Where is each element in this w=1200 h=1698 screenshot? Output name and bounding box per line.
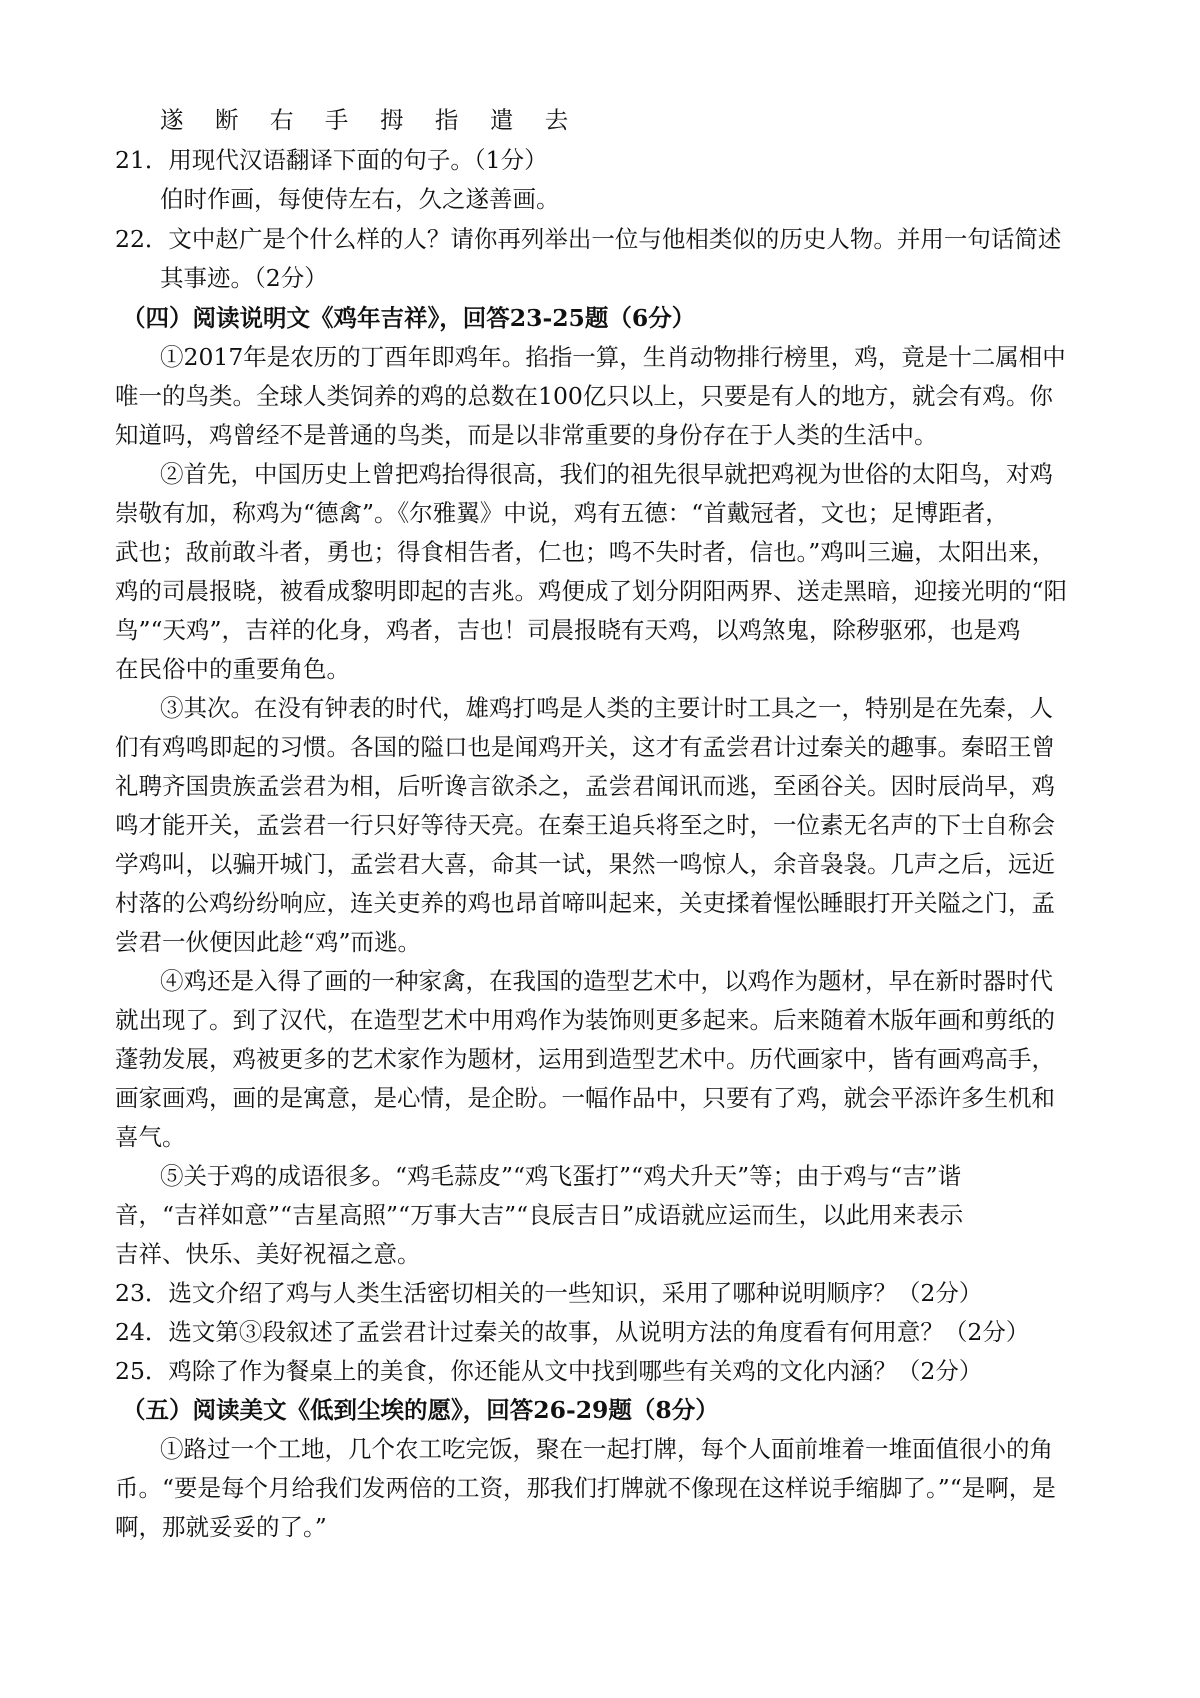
text-line: 遂 断 右 手 拇 指 遣 去 [160,106,581,134]
paragraph-line: 画家画鸡，画的是寓意，是心情，是企盼。一幅作品中，只要有了鸡，就会平添许多生机和 [115,1084,1055,1112]
paragraph-line: ③其次。在没有钟表的时代，雄鸡打鸣是人类的主要计时工具之一，特别是在先秦，人 [160,694,1053,722]
paragraph-line: ①2017年是农历的丁酉年即鸡年。掐指一算，生肖动物排行榜里，鸡，竟是十二属相中 [160,343,1066,371]
paragraph-line: ④鸡还是入得了画的一种家禽，在我国的造型艺术中，以鸡作为题材，早在新时器时代 [160,967,1053,995]
paragraph-line: 学鸡叫，以骗开城门，孟尝君大喜，命其一试，果然一鸣惊人，余音袅袅。几声之后，远近 [115,850,1055,878]
paragraph-line: 啊，那就妥妥的了。” [115,1513,327,1541]
paragraph-line: ⑤关于鸡的成语很多。“鸡毛蒜皮”“鸡飞蛋打”“鸡犬升天”等；由于鸡与“吉”谐 [160,1162,962,1190]
paragraph-line: 唯一的鸟类。全球人类饲养的鸡的总数在100亿只以上，只要是有人的地方，就会有鸡。你 [115,382,1053,410]
question-24: 24．选文第③段叙述了孟尝君计过秦关的故事，从说明方法的角度看有何用意？（2分） [115,1318,1030,1346]
paragraph-line: 村落的公鸡纷纷响应，连关吏养的鸡也昂首啼叫起来，关吏揉着惺忪睡眼打开关隘之门，孟 [115,889,1055,917]
question-21: 21．用现代汉语翻译下面的句子。（1分） [115,146,548,174]
paragraph-line: 喜气。 [115,1123,186,1151]
paragraph-line: 鸣才能开关，孟尝君一行只好等待天亮。在秦王追兵将至之时，一位素无名声的下士自称会 [115,811,1055,839]
text-line: 其事迹。（2分） [160,264,328,292]
paragraph-line: 礼聘齐国贵族孟尝君为相，后听谗言欲杀之，孟尝君闻讯而逃，至函谷关。因时辰尚早，鸡 [115,772,1055,800]
paragraph-line: 武也；敌前敢斗者，勇也；得食相告者，仁也；鸣不失时者，信也。”鸡叫三遍，太阳出来， [115,538,1056,566]
paragraph-line: 鸡的司晨报晓，被看成黎明即起的吉兆。鸡便成了划分阴阳两界、送走黑暗，迎接光明的“阳 [115,577,1068,605]
paragraph-line: 吉祥、快乐、美好祝福之意。 [115,1240,421,1268]
section-heading-5: （五）阅读美文《低到尘埃的愿》，回答26-29题（8分） [122,1396,719,1424]
paragraph-line: 就出现了。到了汉代，在造型艺术中用鸡作为装饰则更多起来。后来随着木版年画和剪纸的 [115,1006,1055,1034]
paragraph-line: 在民俗中的重要角色。 [115,655,350,683]
paragraph-line: 尝君一伙便因此趁“鸡”而逃。 [115,928,422,956]
paragraph-line: ①路过一个工地，几个农工吃完饭，聚在一起打牌，每个人面前堆着一堆面值很小的角 [160,1435,1053,1463]
paragraph-line: 们有鸡鸣即起的习惯。各国的隘口也是闻鸡开关，这才有孟尝君计过秦关的趣事。秦昭王曾 [115,733,1055,761]
paragraph-line: 崇敬有加，称鸡为“德禽”。《尔雅翼》中说，鸡有五德：“首戴冠者，文也；足博距者， [115,499,1009,527]
paragraph-line: 币。“要是每个月给我们发两倍的工资，那我们打牌就不像现在这样说手缩脚了。”“是啊，是 [115,1474,1056,1502]
paragraph-line: 知道吗，鸡曾经不是普通的鸟类，而是以非常重要的身份存在于人类的生活中。 [115,421,938,449]
section-heading-4: （四）阅读说明文《鸡年吉祥》，回答23-25题（6分） [122,304,696,332]
paragraph-line: 鸟”“天鸡”，吉祥的化身，鸡者，吉也！司晨报晓有天鸡，以鸡煞鬼，除秽驱邪，也是鸡 [115,616,1021,644]
question-25: 25．鸡除了作为餐桌上的美食，你还能从文中找到哪些有关鸡的文化内涵？（2分） [115,1357,983,1385]
paragraph-line: 音，“吉祥如意”“吉星高照”“万事大吉”“良辰吉日”成语就应运而生，以此用来表示 [115,1201,964,1229]
paragraph-line: 蓬勃发展，鸡被更多的艺术家作为题材，运用到造型艺术中。历代画家中，皆有画鸡高手， [115,1045,1055,1073]
question-22: 22．文中赵广是个什么样的人？请你再列举出一位与他相类似的历史人物。并用一句话简述 [115,225,1062,253]
question-23: 23．选文介绍了鸡与人类生活密切相关的一些知识，采用了哪种说明顺序？（2分） [115,1279,983,1307]
text-line: 伯时作画，每使侍左右，久之遂善画。 [160,185,560,213]
paragraph-line: ②首先，中国历史上曾把鸡抬得很高，我们的祖先很早就把鸡视为世俗的太阳鸟，对鸡 [160,460,1053,488]
